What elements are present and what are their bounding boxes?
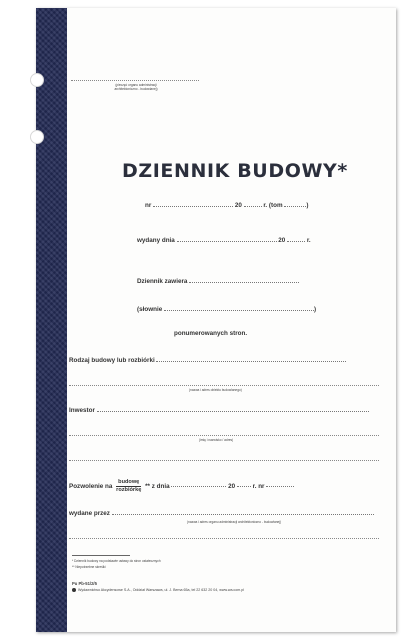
footnote-1: * Dziennik budowy na podstawie ustawy do stron ostatecznych [72, 559, 161, 563]
permit-date-field[interactable] [171, 486, 226, 487]
construction-line-2[interactable] [69, 385, 379, 386]
nr-close: ) [306, 202, 309, 209]
nr-field[interactable] [153, 206, 233, 207]
nr-year: 20 [234, 202, 242, 209]
issued-row [137, 237, 311, 244]
publisher-text: Wydawnictwo Akcydensowe S.A., Oddział Warszawa, ul. J. Bema 65a, tel 22 632 20 04, www.wa.com.pl [78, 588, 245, 592]
binder-hole-top [30, 73, 44, 87]
issued-by-caption: (nazwa i adres organu administracji architektoniczno - budowlanej) [187, 520, 282, 524]
investor-row [69, 407, 369, 414]
nr-label: nr [145, 202, 152, 209]
construction-label: Rodzaj budowy lub rozbiórki [69, 357, 155, 364]
binder-hole-bottom [30, 130, 44, 144]
construction-row [69, 357, 346, 364]
issued-by-label: wydane przez [69, 510, 110, 517]
issued-r: r. [306, 237, 311, 244]
permit-year: 20 [228, 483, 236, 490]
permit-option-demolish[interactable]: rozbiórkę [116, 487, 142, 493]
words-row [137, 306, 316, 313]
footnote-2: ** Niepotrzebne skreślić [72, 565, 106, 569]
tom-field[interactable] [284, 206, 306, 207]
construction-field[interactable] [156, 361, 346, 362]
investor-line-3[interactable] [69, 460, 379, 461]
contains-label: Dziennik zawiera [137, 278, 188, 285]
seal-area [71, 80, 201, 91]
issued-by-row [69, 510, 374, 517]
investor-label: Inwestor [69, 407, 95, 414]
investor-caption: (imię i nazwisko / adres) [199, 438, 234, 442]
issued-year: 20 [278, 237, 286, 244]
nr-tom-label: r. (tom [263, 202, 283, 209]
permit-year-field[interactable] [237, 486, 251, 487]
words-close: ) [313, 306, 317, 313]
investor-line-2[interactable] [69, 435, 379, 436]
document-spine [36, 8, 67, 632]
permit-date-label: ** z dnia [145, 483, 170, 490]
document-page [67, 8, 396, 632]
seal-caption-line1: (pieczęć organu administracji [115, 83, 157, 87]
permit-nr-label: r. nr [252, 483, 265, 490]
investor-field[interactable] [97, 411, 369, 412]
contains-field[interactable] [189, 282, 299, 283]
words-field[interactable] [164, 310, 314, 311]
publisher-logo-icon [72, 588, 76, 592]
publisher-line [72, 588, 244, 592]
issued-by-line-2[interactable] [69, 538, 379, 539]
contains-row [137, 278, 299, 285]
nr-row [145, 202, 308, 209]
issued-by-field[interactable] [112, 514, 374, 515]
page-title: DZIENNIK BUDOWY* [122, 160, 348, 182]
issued-date-field[interactable] [177, 241, 277, 242]
footnote-rule [72, 555, 130, 556]
form-code: Pu Pb-51/2/5 [72, 581, 97, 586]
seal-caption-line2: architektoniczno - budowlanej) [114, 87, 158, 91]
issued-year-field[interactable] [287, 241, 305, 242]
nr-year-field[interactable] [244, 206, 262, 207]
construction-caption: (nazwa i adres obiektu budowlanego) [189, 388, 242, 392]
permit-option-build[interactable]: budowę [116, 479, 141, 487]
pages-label: ponumerowanych stron. [174, 330, 248, 337]
permit-label: Pozwolenie na [69, 483, 113, 490]
permit-row [69, 479, 294, 494]
issued-label: wydany dnia [137, 237, 175, 244]
permit-nr-field[interactable] [266, 486, 294, 487]
permit-type-choice[interactable] [116, 479, 141, 494]
words-label: (słownie [137, 306, 163, 313]
